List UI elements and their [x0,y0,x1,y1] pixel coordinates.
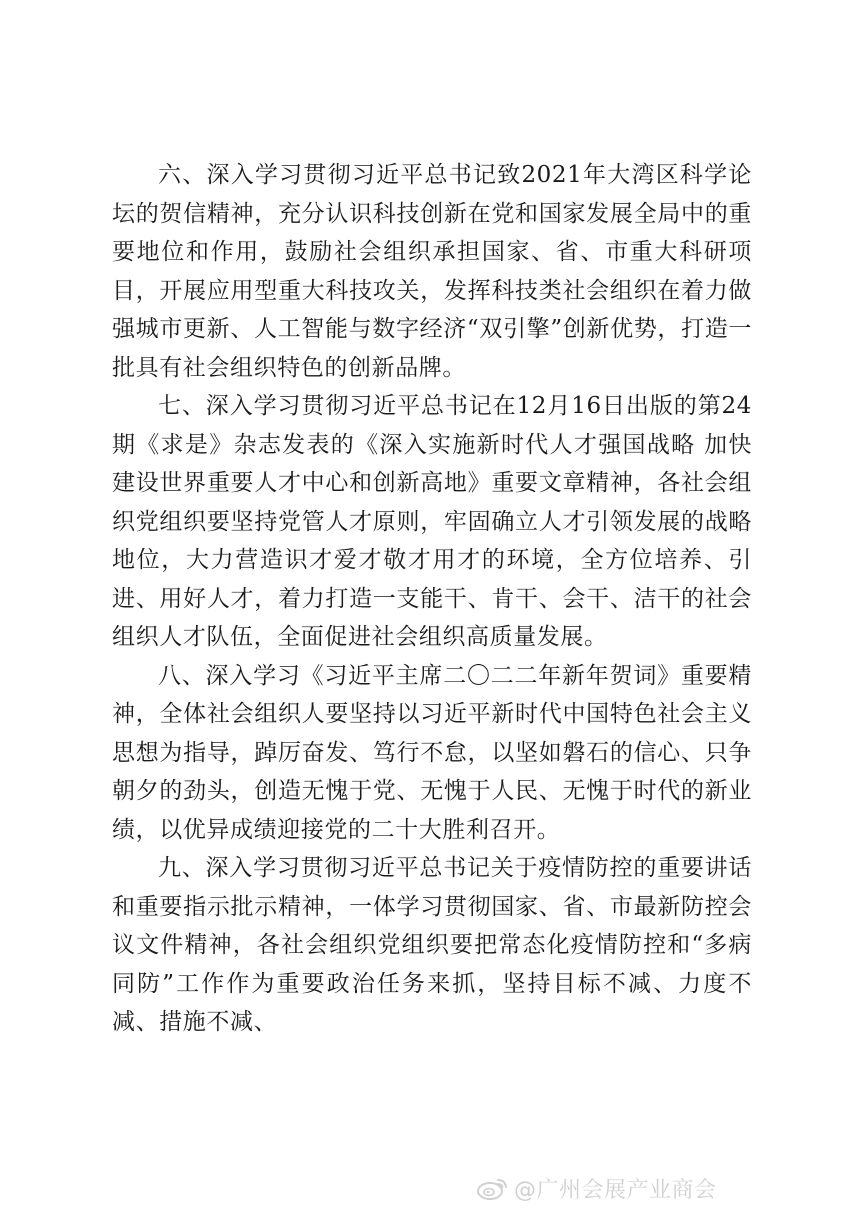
paragraph-six: 六、深入学习贯彻习近平总书记致2021年大湾区科学论坛的贺信精神，充分认识科技创新在党和国家发展全局中的重要地位和作用，鼓励社会组织承担国家、省、市重大科研项目，开展应用型重大科技攻关，发挥科技类社会组织在着力做强城市更新、人工智能与数字经济“双引擎”创新优势，打造一批具有社会组织特色的创新品牌。 [112,162,752,381]
watermark-text: @广州会展产业商会 [514,1177,717,1203]
document-body [112,156,752,1042]
weibo-icon [476,1176,510,1200]
paragraph-seven: 七、深入学习贯彻习近平总书记在12月16日出版的第24期《求是》杂志发表的《深入实施新时代人才强国战略 加快建设世界重要人才中心和创新高地》重要文章精神，各社会组织党组织要坚持党管人才原则，牢固确立人才引领发展的战略地位，大力营造识才爱才敬才用才的环境，全方位培养、引进、用好人才，着力打造一支能干、肯干、会干、洁干的社会组织人才队伍，全面促进社会组织高质量发展。 [112,393,752,650]
paragraph-eight: 八、深入学习《习近平主席二〇二二年新年贺词》重要精神，全体社会组织人要坚持以习近平新时代中国特色社会主义思想为指导，踔厉奋发、笃行不怠，以坚如磐石的信心、只争朝夕的劲头，创造无愧于党、无愧于人民、无愧于时代的新业绩，以优异成绩迎接党的二十大胜利召开。 [112,662,752,843]
paragraph-nine: 九、深入学习贯彻习近平总书记关于疫情防控的重要讲话和重要指示批示精神，一体学习贯彻国家、省、市最新防控会议文件精神，各社会组织党组织要把常态化疫情防控和“多病同防”工作作为重要政治任务来抓，坚持目标不减、力度不减、措施不减、 [112,855,752,1035]
weibo-watermark [476,1173,717,1203]
